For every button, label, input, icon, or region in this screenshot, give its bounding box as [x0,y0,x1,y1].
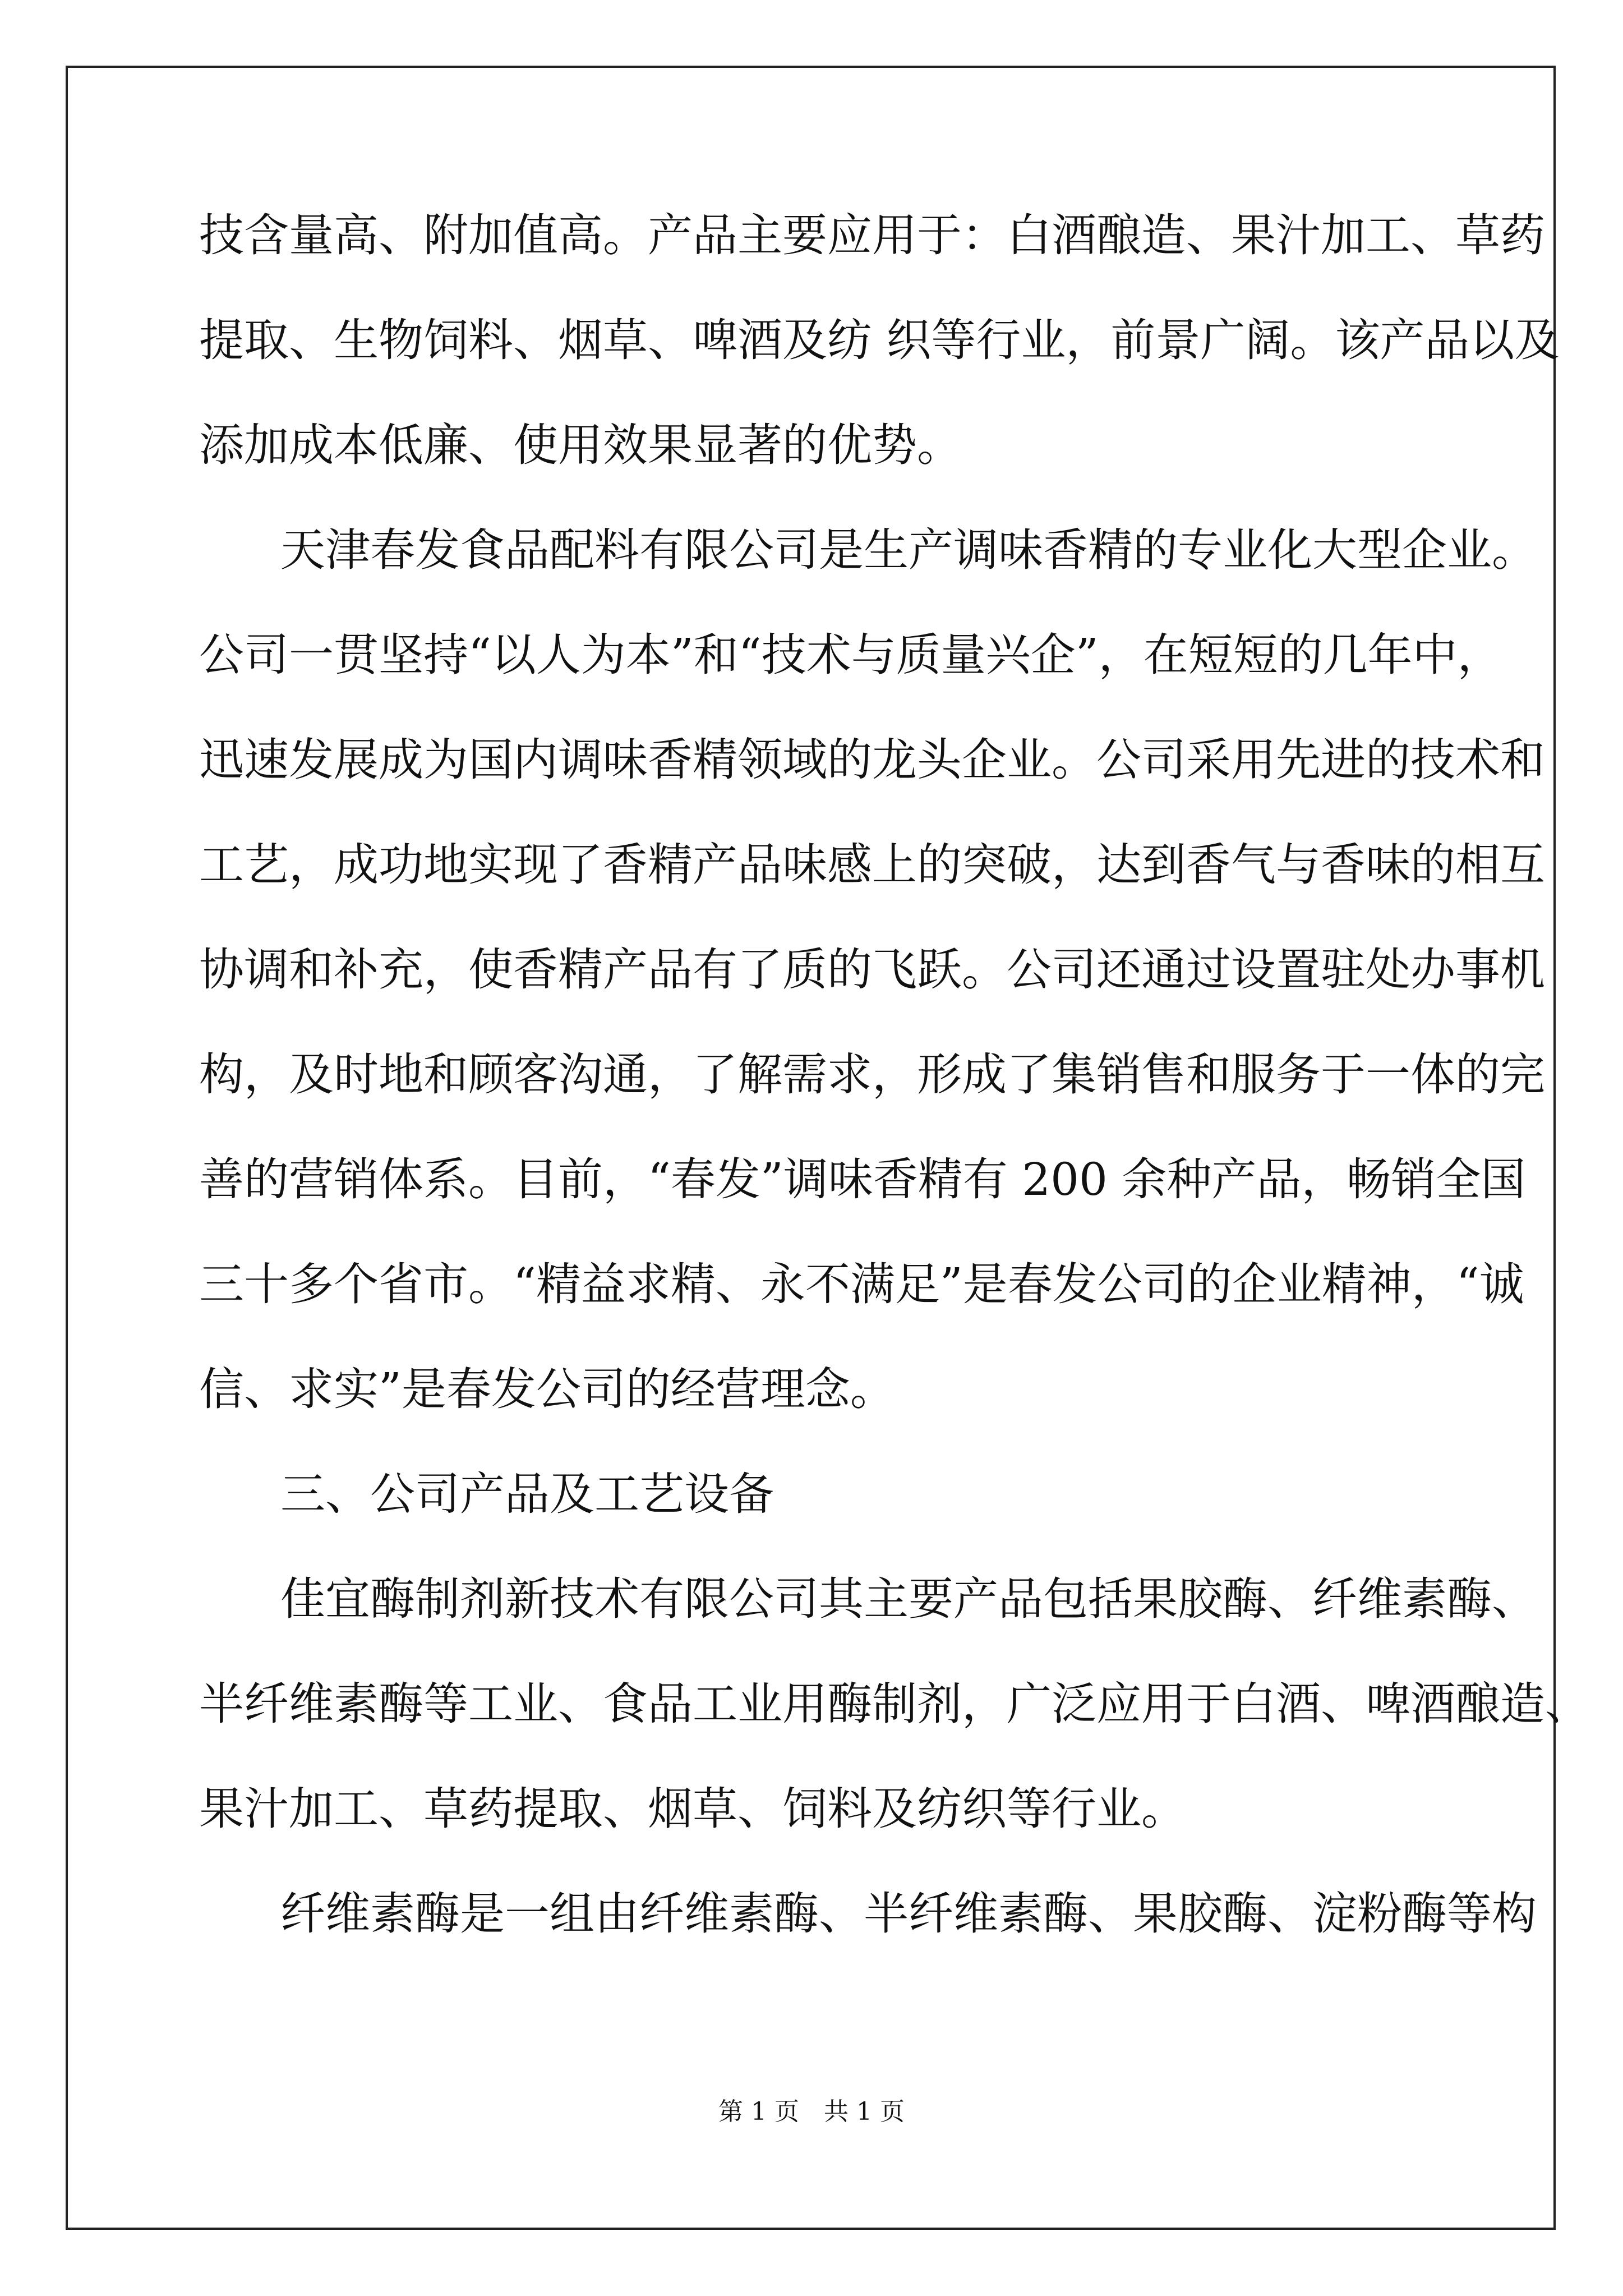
page-number: 第 1 页 共 1 页 [718,2097,905,2126]
text-line: 技含量高、附加值高。产品主要应用于：白酒酿造、果汁加工、草药 [199,209,1545,261]
text-line: 协调和补充，使香精产品有了质的飞跃。公司还通过设置驻处办事机 [199,944,1545,996]
text-line: 果汁加工、草药提取、烟草、饲料及纺织等行业。 [199,1783,1186,1835]
paragraph-start: 佳宜酶制剂新技术有限公司其主要产品包括果胶酶、纤维素酶、 [280,1573,1537,1625]
text-line: 半纤维素酶等工业、食品工业用酶制剂，广泛应用于白酒、啤酒酿造、 [199,1678,1590,1730]
text-line: 善的营销体系。目前，“春发”调味香精有 200 余种产品，畅销全国 [199,1153,1526,1205]
text-line: 信、求实”是春发公司的经营理念。 [199,1363,895,1415]
paragraph-start: 纤维素酶是一组由纤维素酶、半纤维素酶、果胶酶、淀粉酶等构 [280,1888,1537,1940]
text-line: 迅速发展成为国内调味香精领域的龙头企业。公司采用先进的技术和 [199,734,1545,786]
text-line: 构，及时地和顾客沟通，了解需求，形成了集销售和服务于一体的完 [199,1048,1545,1101]
paragraph-start: 天津春发食品配料有限公司是生产调味香精的专业化大型企业。 [280,524,1537,576]
text-line: 工艺，成功地实现了香精产品味感上的突破，达到香气与香味的相互 [199,839,1545,891]
text-line: 提取、生物饲料、烟草、啤酒及纺 织等行业，前景广阔。该产品以及 [199,314,1560,366]
text-line: 三十多个省市。“精益求精、永不满足”是春发公司的企业精神，“诚 [199,1258,1524,1310]
text-line: 公司一贯坚持“以人为本”和“技术与质量兴企”，在短短的几年中， [199,629,1502,681]
section-heading: 三、公司产品及工艺设备 [280,1468,774,1520]
text-line: 添加成本低廉、使用效果显著的优势。 [199,419,962,471]
